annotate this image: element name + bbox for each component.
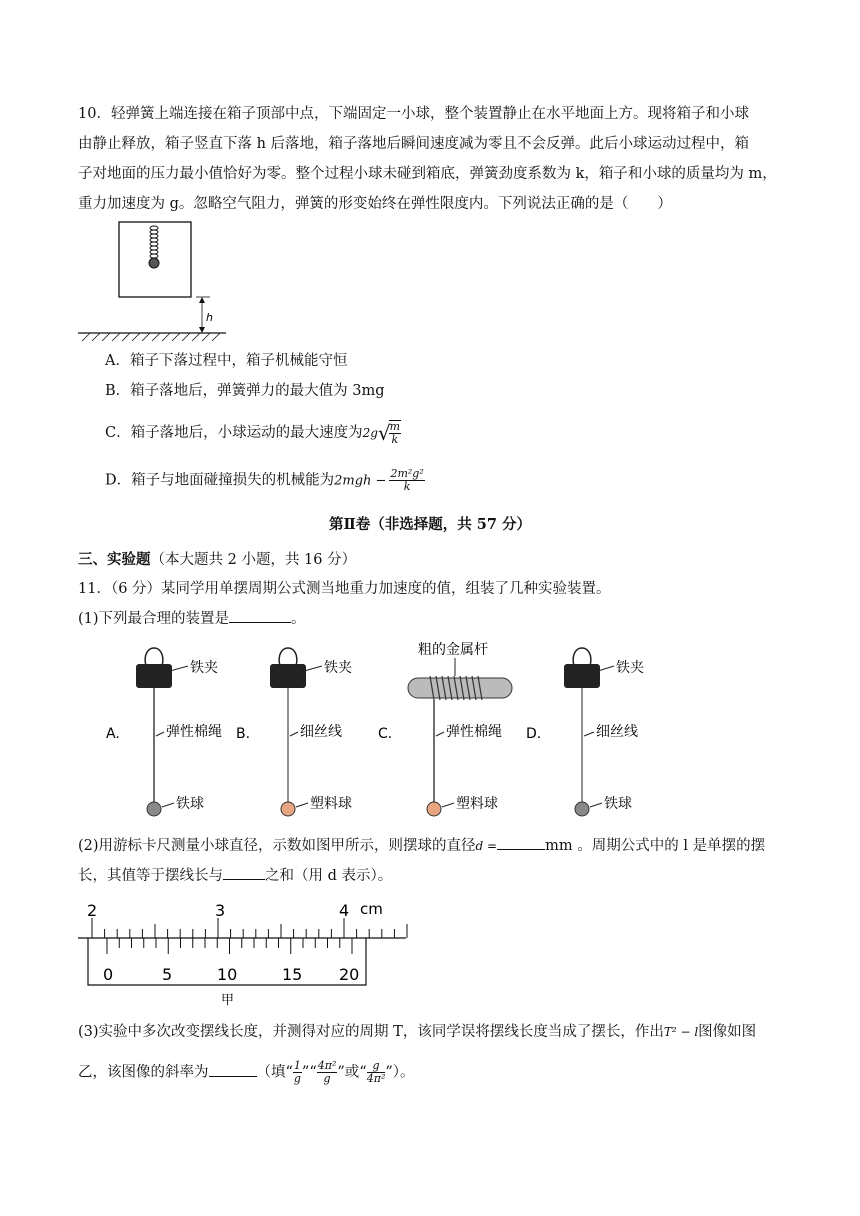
clip-handle-icon xyxy=(279,648,297,666)
plastic-ball-icon xyxy=(427,802,441,816)
height-label: h xyxy=(206,311,213,324)
main-scale xyxy=(92,918,407,938)
pendulum-apparatus-figure xyxy=(100,636,680,826)
option-c-coef: 2g xyxy=(362,426,378,440)
option-c-num: m xyxy=(389,420,401,433)
option-d-text: D．箱子与地面碰撞损失的机械能为 xyxy=(105,472,335,489)
metal-rod-icon xyxy=(408,678,512,698)
option-a: A．箱子下落过程中，箱子机械能守恒 xyxy=(105,353,348,369)
q10-line-3: 子对地面的压力最小值恰好为零。整个过程小球未碰到箱底，弹簧劲度系数为 k，箱子和小球的质量均为 m， xyxy=(78,166,777,182)
answer-blank-1[interactable] xyxy=(229,608,291,623)
vernier-label-5: 5 xyxy=(162,965,173,984)
section-3-head: 三、实验题 xyxy=(78,551,151,568)
section-2-title: 第Ⅱ卷（非选择题，共 57 分） xyxy=(329,516,531,533)
answer-blank-3[interactable] xyxy=(223,865,265,880)
section-3-tail: （本大题共 2 小题，共 16 分） xyxy=(150,552,357,568)
vernier-label-15: 15 xyxy=(282,965,303,984)
label-ball-d: 铁球 xyxy=(604,796,632,812)
clip-icon xyxy=(136,664,172,688)
label-string-b: 细丝线 xyxy=(300,724,342,740)
main-label-4: 4 xyxy=(339,901,350,920)
q11-part-1-end: 。 xyxy=(291,611,306,627)
small-ball-icon xyxy=(149,258,159,268)
label-ball-a: 铁球 xyxy=(176,796,204,812)
vernier-label-20: 20 xyxy=(339,965,360,984)
ground-hatch xyxy=(82,333,220,341)
frac-1-num: 1 xyxy=(293,1059,301,1072)
spring-icon xyxy=(150,226,158,258)
plastic-ball-icon xyxy=(281,802,295,816)
label-ball-b: 塑料球 xyxy=(310,796,352,812)
clip-icon xyxy=(564,664,600,688)
q11-part-3-line-1 xyxy=(78,1022,756,1042)
frac-3-den: 4π² xyxy=(366,1072,386,1085)
apparatus-d xyxy=(526,648,644,816)
label-clip-b: 铁夹 xyxy=(324,660,352,676)
label-string-d: 细丝线 xyxy=(596,724,638,740)
label-string-c: 弹性棉绳 xyxy=(446,724,502,740)
option-c-text: C．箱子落地后，小球运动的最大速度为 xyxy=(105,425,363,441)
sep-2: ”或“ xyxy=(337,1064,367,1081)
answer-blank-4[interactable] xyxy=(209,1062,257,1077)
q11-part-3-text-d: （填“ xyxy=(256,1064,293,1081)
apparatus-b xyxy=(236,648,352,816)
option-c-den: k xyxy=(391,433,399,446)
box-spring-figure xyxy=(78,220,238,342)
q11-part-2-line-1 xyxy=(78,835,765,856)
answer-blank-2[interactable] xyxy=(497,835,545,850)
q11-part-2-text-c: 长，其值等于摆线长与 xyxy=(78,868,223,884)
option-d-den: k xyxy=(403,480,411,493)
iron-ball-icon xyxy=(147,802,161,816)
option-b: B．箱子落地后，弹簧弹力的最大值为 3mg xyxy=(105,383,385,399)
label-ball-c: 塑料球 xyxy=(456,796,498,812)
section-3-heading xyxy=(78,550,356,570)
q11-part-3-end: ”）。 xyxy=(385,1064,415,1081)
sep-1: ”“ xyxy=(301,1064,317,1081)
frac-2-den: g xyxy=(323,1072,331,1085)
q11-line-1: 11．（6 分）某同学用单摆周期公式测当地重力加速度的值，组装了几种实验装置。 xyxy=(78,581,611,597)
vernier-label-10: 10 xyxy=(217,965,238,984)
q11-part-3-text-b: 图像如图 xyxy=(698,1024,757,1040)
unit-label: cm xyxy=(360,900,383,918)
q11-part-2-text-e: 之和（用 d 表示）。 xyxy=(265,868,393,884)
caliper-caption: 甲 xyxy=(221,993,235,1008)
clip-handle-icon xyxy=(145,648,163,666)
q10-line-1: 10．轻弹簧上端连接在箱子顶部中点，下端固定一小球，整个装置静止在水平地面上方。现将箱子和小球 xyxy=(78,106,749,122)
q11-part-2-d: d = xyxy=(475,839,498,853)
q11-part-2-text-a: (2)用游标卡尺测量小球直径，示数如图甲所示，则摆球的直径 xyxy=(78,838,476,854)
option-c: C．箱子落地后，小球运动的最大速度为2g√ $\frac{m}{k}$ xyxy=(105,420,401,446)
frac-3-num: g xyxy=(367,1060,386,1073)
vernier-scale xyxy=(107,938,352,954)
letter-b: B. xyxy=(236,726,251,742)
label-rod-c: 粗的金属杆 xyxy=(418,642,488,658)
q10-line-2: 由静止释放，箱子竖直下落 h 后落地，箱子落地后瞬间速度减为零且不会反弹。此后小球运动过程中，箱 xyxy=(78,136,750,152)
apparatus-a xyxy=(106,648,222,816)
main-label-2: 2 xyxy=(87,901,98,920)
letter-a: A. xyxy=(106,726,120,742)
clip-icon xyxy=(270,664,306,688)
option-d-num: 2m²g² xyxy=(390,467,424,480)
q11-part-2-line-2 xyxy=(78,865,392,886)
frac-2-num: 4π² xyxy=(317,1059,337,1072)
vernier-caliper-figure xyxy=(76,896,416,1010)
q11-part-3-text-a: (3)实验中多次改变摆线长度，并测得对应的周期 T，该同学误将摆线长度当成了摆长，作出 xyxy=(78,1024,664,1040)
q11-part-3-axis: T² − l xyxy=(663,1025,699,1039)
clip-handle-icon xyxy=(573,648,591,666)
q11-part-3-text-c: 乙，该图像的斜率为 xyxy=(78,1064,209,1081)
vernier-label-0: 0 xyxy=(103,965,114,984)
label-clip-a: 铁夹 xyxy=(190,660,218,676)
q11-part-1 xyxy=(78,608,306,629)
label-clip-d: 铁夹 xyxy=(616,660,644,676)
letter-c: C. xyxy=(378,726,393,742)
apparatus-c xyxy=(378,641,512,816)
iron-ball-icon xyxy=(575,802,589,816)
option-d-term: 2mgh − xyxy=(334,473,387,489)
q11-part-3-line-2 xyxy=(78,1060,415,1085)
q11-part-2-text-b: mm 。周期公式中的 l 是单摆的摆 xyxy=(545,838,766,854)
q11-part-1-text: (1)下列最合理的装置是 xyxy=(78,611,230,627)
label-string-a: 弹性棉绳 xyxy=(166,724,222,740)
letter-d: D. xyxy=(526,726,542,742)
main-label-3: 3 xyxy=(215,901,226,920)
frac-1-den: g xyxy=(293,1072,301,1085)
q10-line-4: 重力加速度为 g。忽略空气阻力，弹簧的形变始终在弹性限度内。下列说法正确的是（ ） xyxy=(78,196,672,212)
option-d xyxy=(105,468,425,493)
